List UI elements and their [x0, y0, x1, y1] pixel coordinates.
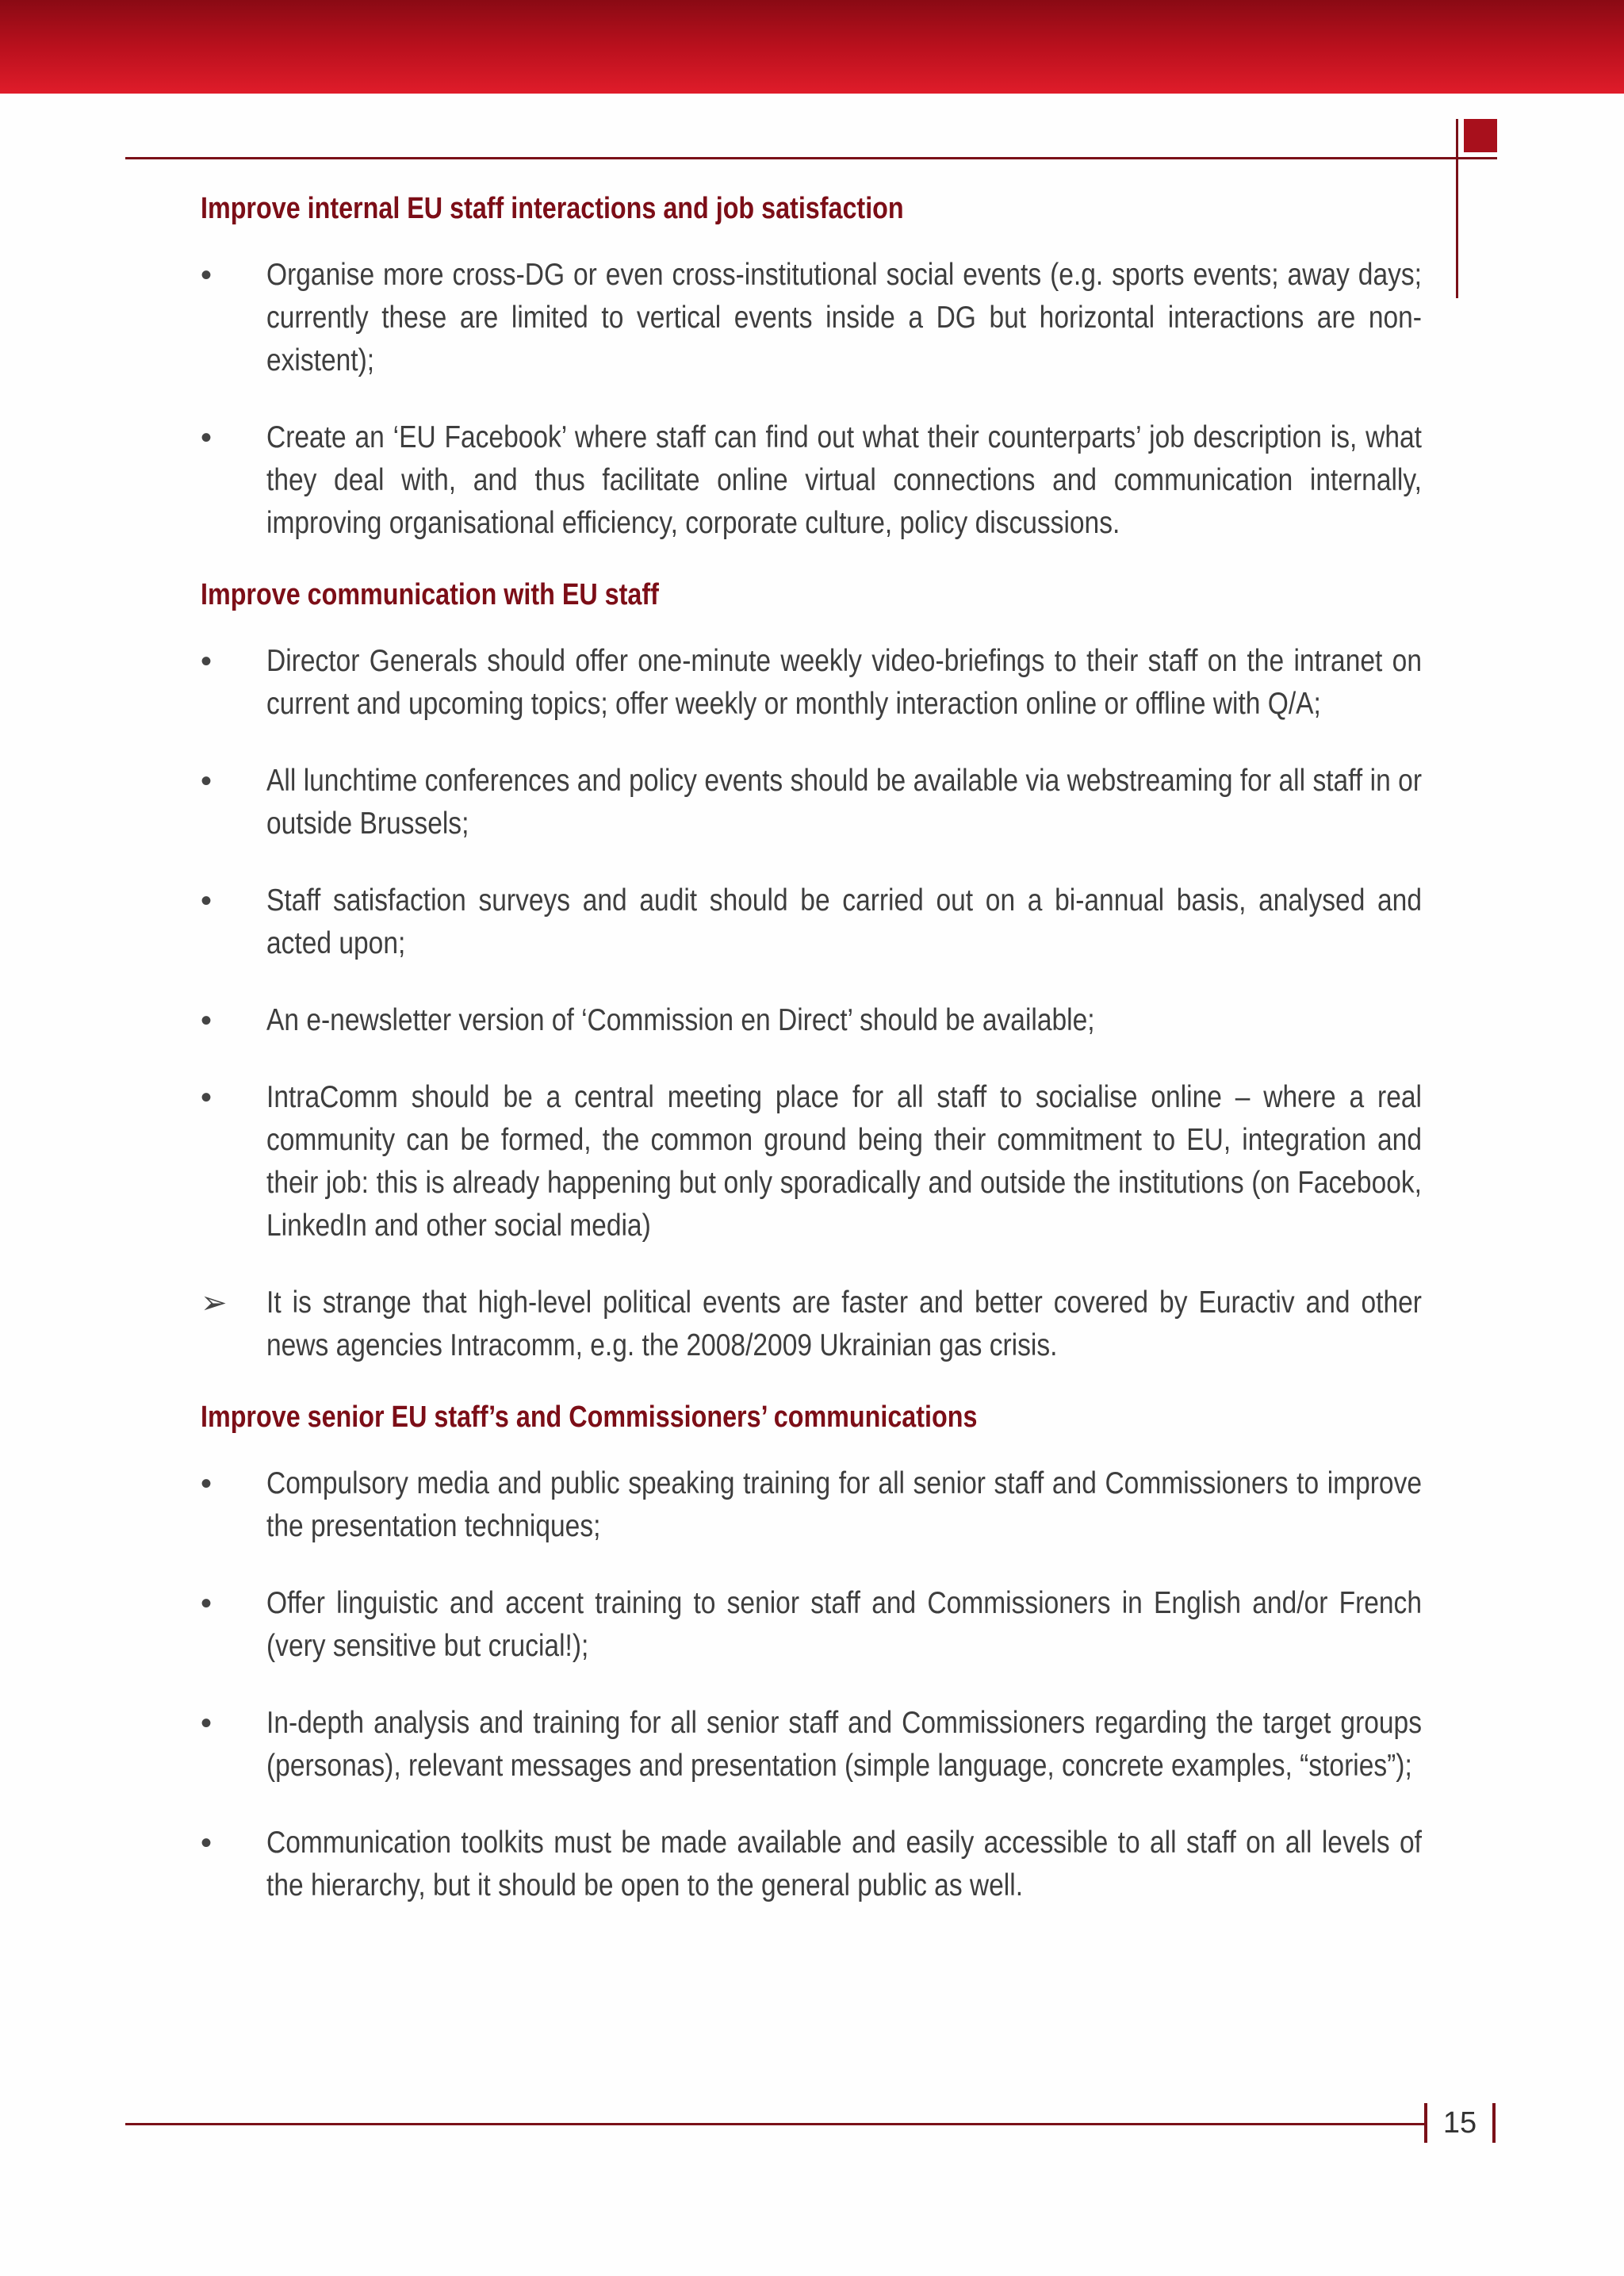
top-divider — [125, 157, 1497, 159]
bullet-icon: • — [201, 1586, 213, 1621]
list-item — [201, 1282, 1422, 1367]
list-item-text: Compulsory media and public speaking training for all senior staff and Commissioners to improve the presentation techniques; — [266, 1466, 1422, 1543]
list-item-text: Staff satisfaction surveys and audit should be carried out on a bi-annual basis, analysed and acted upon; — [266, 883, 1422, 960]
page-content — [201, 189, 1422, 1907]
list-item — [201, 1822, 1422, 1907]
section-heading-senior-communications: Improve senior EU staff’s and Commissioners’ communications — [201, 1400, 978, 1434]
list-item-text: Create an ‘EU Facebook’ where staff can find out what their counterparts’ job description is, what they deal with, and thus facilitate online virtual connections and communication internally, improving organisational efficiency, corporate culture, policy discussions. — [266, 420, 1422, 540]
bullet-icon: • — [201, 1466, 213, 1501]
bullet-icon: • — [201, 644, 213, 679]
corner-square-decoration — [1464, 119, 1497, 152]
list-item — [201, 640, 1422, 726]
section-list-staff-communication — [201, 640, 1422, 1367]
header-band — [0, 0, 1624, 94]
page-number-bar-right — [1492, 2103, 1496, 2143]
list-item-text: An e-newsletter version of ‘Commission en Direct’ should be available; — [266, 1003, 1095, 1037]
list-item-text: Organise more cross-DG or even cross-institutional social events (e.g. sports events; away days; currently these are limited to vertical events inside a DG but horizontal interactions are non-existent); — [266, 258, 1422, 377]
top-vertical-rule — [1456, 119, 1458, 298]
list-item — [201, 879, 1422, 965]
arrow-bullet-icon: ➢ — [201, 1286, 228, 1320]
bullet-icon: • — [201, 420, 213, 455]
list-item — [201, 1076, 1422, 1247]
list-item — [201, 1702, 1422, 1787]
list-item-text: In-depth analysis and training for all senior staff and Commissioners regarding the target groups (personas), relevant messages and presentation (simple language, concrete examples, “stories”); — [266, 1706, 1422, 1783]
section-heading-internal-interactions: Improve internal EU staff interactions and job satisfaction — [201, 192, 904, 225]
list-item — [201, 999, 1422, 1042]
section-list-internal-interactions — [201, 254, 1422, 545]
list-item-text: Director Generals should offer one-minute weekly video-briefings to their staff on the intranet on current and upcoming topics; offer weekly or monthly interaction online or offline with Q/A; — [266, 644, 1422, 721]
bullet-icon: • — [201, 1003, 213, 1038]
section-heading-staff-communication: Improve communication with EU staff — [201, 578, 659, 611]
list-item-text: It is strange that high-level political events are faster and better covered by Euractiv and other news agencies Intracomm, e.g. the 2008/2009 Ukrainian gas crisis. — [266, 1286, 1422, 1362]
list-item-text: All lunchtime conferences and policy events should be available via webstreaming for all staff in or outside Brussels; — [266, 764, 1422, 841]
bullet-icon: • — [201, 1826, 213, 1860]
list-item — [201, 760, 1422, 845]
bullet-icon: • — [201, 1706, 213, 1741]
list-item — [201, 1582, 1422, 1668]
bullet-icon: • — [201, 883, 213, 918]
bullet-icon: • — [201, 258, 213, 293]
page-number: 15 — [1442, 2106, 1477, 2140]
list-item-text: Communication toolkits must be made available and easily accessible to all staff on all levels of the hierarchy, but it should be open to the general public as well. — [266, 1826, 1422, 1902]
list-item — [201, 254, 1422, 382]
list-item-text: IntraComm should be a central meeting place for all staff to socialise online – where a real community can be formed, the common ground being their commitment to EU, integration and their job: this is already happening but only sporadically and outside the institutions (on Facebook, LinkedIn and other social media) — [266, 1080, 1422, 1243]
list-item-text: Offer linguistic and accent training to senior staff and Commissioners in English and/or French (very sensitive but crucial!); — [266, 1586, 1422, 1663]
section-list-senior-communications — [201, 1462, 1422, 1907]
bullet-icon: • — [201, 764, 213, 799]
list-item — [201, 416, 1422, 545]
bottom-divider — [125, 2123, 1426, 2125]
bullet-icon: • — [201, 1080, 213, 1115]
list-item — [201, 1462, 1422, 1548]
